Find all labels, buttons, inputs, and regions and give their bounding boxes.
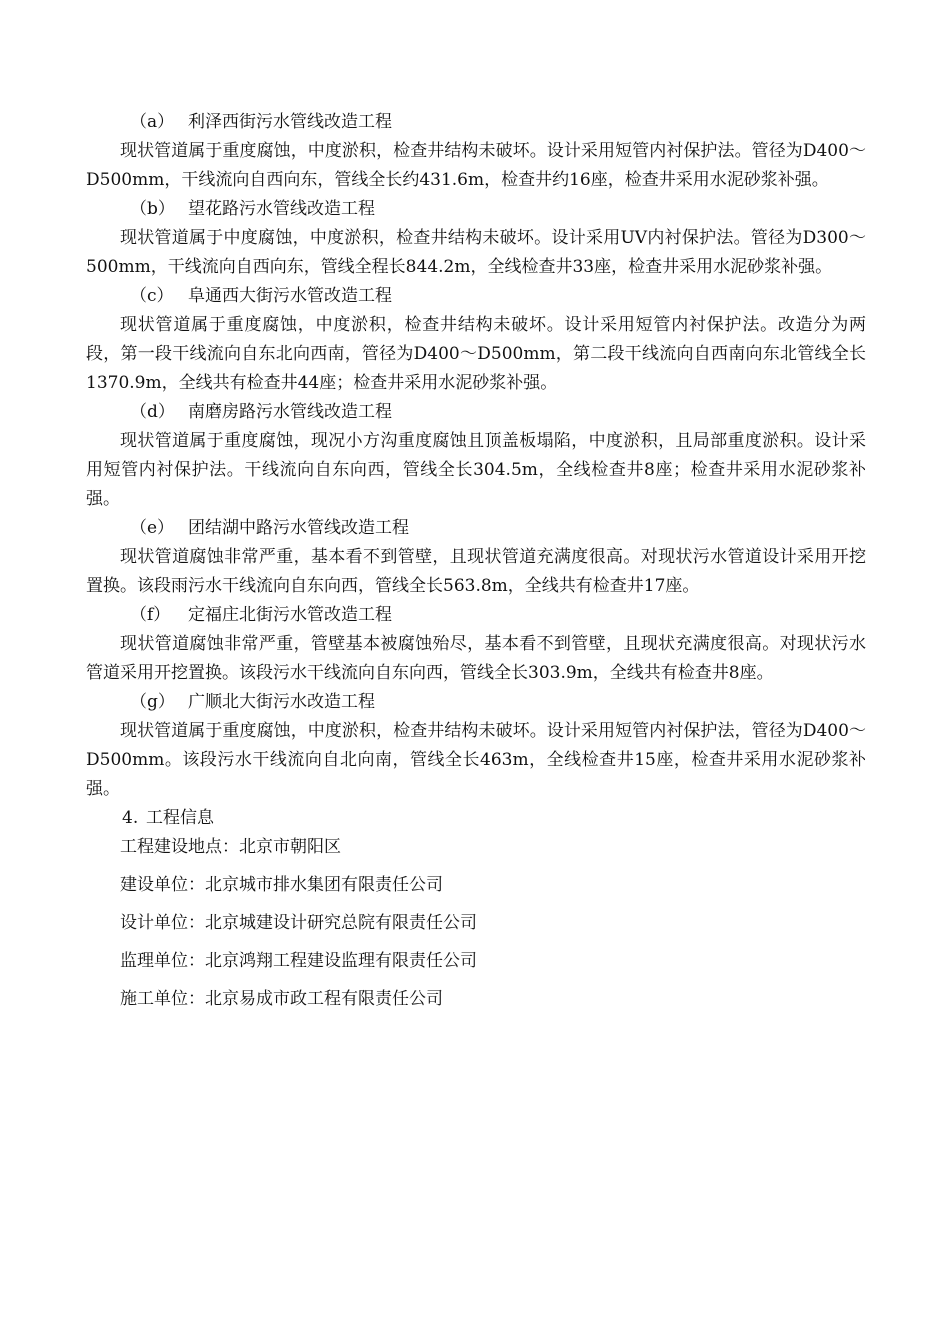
- project-index: （a）: [130, 112, 175, 132]
- project-heading: [86, 195, 866, 224]
- project-item: [86, 108, 866, 195]
- project-item: [86, 195, 866, 282]
- project-heading: [86, 398, 866, 427]
- project-item: [86, 514, 866, 601]
- info-contractor: 施工单位：北京易成市政工程有限责任公司: [120, 989, 443, 1009]
- project-description: 现状管道属于重度腐蚀，中度淤积，检查井结构未破坏。设计采用短管内衬保护法。管径为D400～D500mm，干线流向自西向东，管线全长约431.6m，检查井约16座，检查井采用水泥砂浆补强。: [86, 141, 866, 190]
- project-index: （g）: [130, 692, 175, 712]
- project-item: [86, 688, 866, 804]
- project-heading: [86, 601, 866, 630]
- project-heading: [86, 514, 866, 543]
- project-heading: [86, 282, 866, 311]
- project-index: （b）: [130, 199, 175, 219]
- project-title: 广顺北大街污水改造工程: [188, 692, 375, 712]
- project-description: 现状管道属于重度腐蚀，现况小方沟重度腐蚀且顶盖板塌陷，中度淤积，且局部重度淤积。设计采用短管内衬保护法。干线流向自东向西，管线全长304.5m，全线检查井8座；检查井采用水泥砂浆补强。: [86, 431, 866, 509]
- section-number: 4.: [122, 808, 139, 828]
- section-title: 工程信息: [146, 808, 214, 828]
- project-heading: [86, 688, 866, 717]
- project-item: [86, 282, 866, 398]
- project-title: 定福庄北街污水管改造工程: [188, 605, 392, 625]
- section-heading: [86, 804, 866, 833]
- project-title: 阜通西大街污水管改造工程: [188, 286, 392, 306]
- info-supervisor: 监理单位：北京鸿翔工程建设监理有限责任公司: [120, 951, 477, 971]
- project-title: 南磨房路污水管线改造工程: [188, 402, 392, 422]
- info-owner: 建设单位：北京城市排水集团有限责任公司: [120, 875, 443, 895]
- project-description: 现状管道腐蚀非常严重，基本看不到管壁，且现状管道充满度很高。对现状污水管道设计采用开挖置换。该段雨污水干线流向自东向西，管线全长563.8m，全线共有检查井17座。: [86, 547, 866, 596]
- project-item: [86, 601, 866, 688]
- project-title: 团结湖中路污水管线改造工程: [188, 518, 409, 538]
- project-description: 现状管道属于重度腐蚀，中度淤积，检查井结构未破坏。设计采用短管内衬保护法。改造分为两段，第一段干线流向自东北向西南，管径为D400～D500mm，第二段干线流向自西南向东北管线全长1370.9m，全线共有检查井44座；检查井采用水泥砂浆补强。: [86, 315, 866, 393]
- project-description: 现状管道腐蚀非常严重，管壁基本被腐蚀殆尽，基本看不到管壁，且现状充满度很高。对现状污水管道采用开挖置换。该段污水干线流向自东向西，管线全长303.9m，全线共有检查井8座。: [86, 634, 866, 683]
- project-title: 望花路污水管线改造工程: [188, 199, 375, 219]
- document-body: [86, 108, 866, 1023]
- project-description: 现状管道属于重度腐蚀，中度淤积，检查井结构未破坏。设计采用短管内衬保护法，管径为D400～D500mm。该段污水干线流向自北向南，管线全长463m，全线检查井15座，检查井采用水泥砂浆补强。: [86, 721, 866, 799]
- info-location: 工程建设地点：北京市朝阳区: [120, 837, 341, 857]
- project-title: 利泽西街污水管线改造工程: [188, 112, 392, 132]
- project-index: （c）: [130, 286, 174, 306]
- project-item: [86, 398, 866, 514]
- project-index: （d）: [130, 402, 175, 422]
- info-designer: 设计单位：北京城建设计研究总院有限责任公司: [120, 913, 477, 933]
- project-index: （f）: [130, 605, 171, 625]
- project-description: 现状管道属于中度腐蚀，中度淤积，检查井结构未破坏。设计采用UV内衬保护法。管径为D300～500mm，干线流向自西向东，管线全程长844.2m，全线检查井33座，检查井采用水泥砂浆补强。: [86, 228, 866, 277]
- project-heading: [86, 108, 866, 137]
- project-index: （e）: [130, 518, 175, 538]
